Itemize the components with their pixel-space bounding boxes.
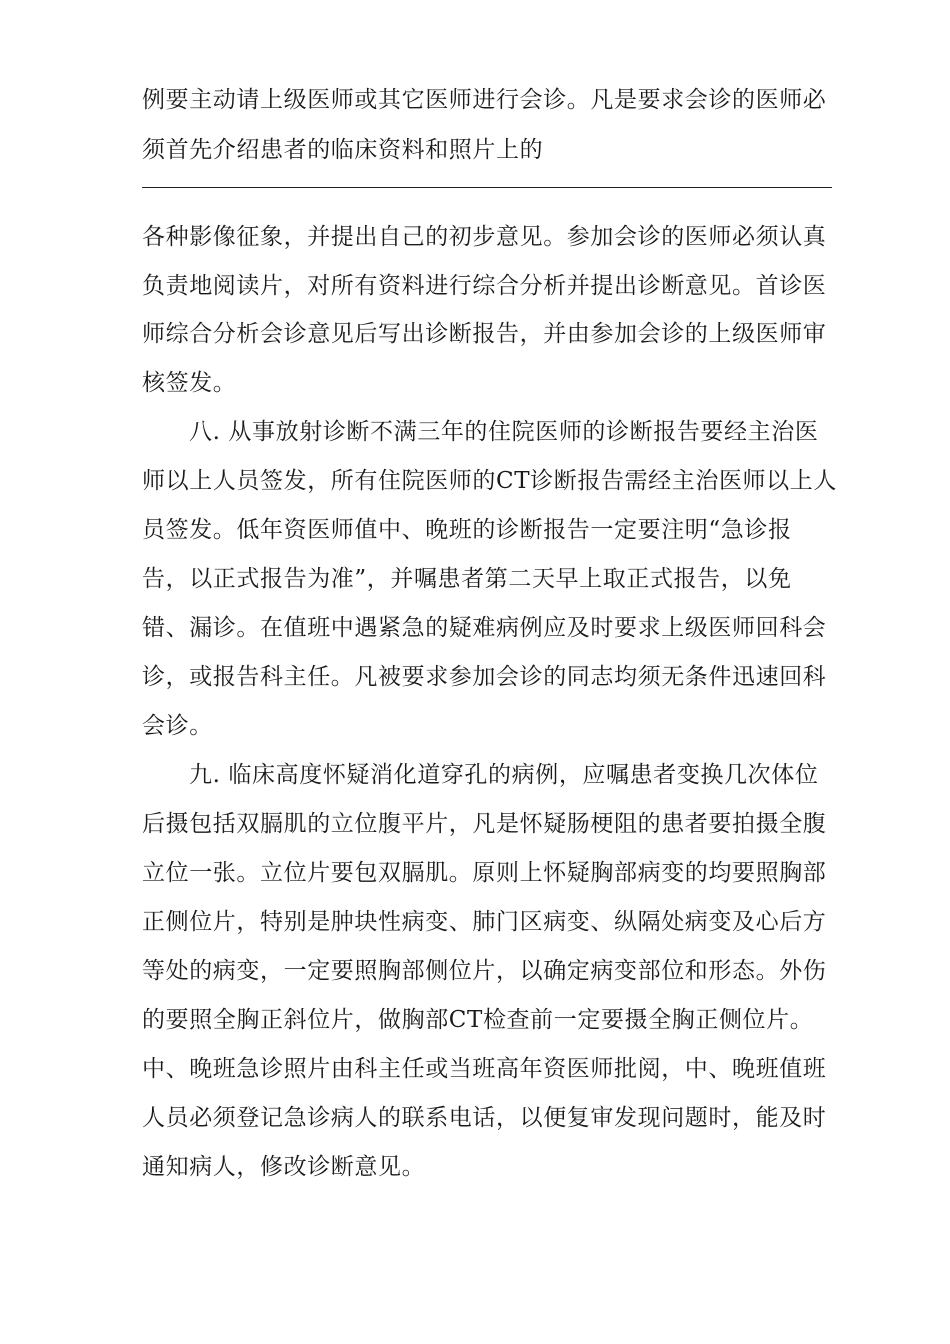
text-line: 会诊。 <box>142 713 213 739</box>
paragraph-nine-first-line: 九. 临床高度怀疑消化道穿孔的病例，应嘱患者变换几次体位 <box>189 762 819 788</box>
text-line: 诊，或报告科主任。凡被要求参加会诊的同志均须无条件迅速回科 <box>142 664 827 690</box>
text-line: 员签发。低年资医师值中、晚班的诊断报告一定要注明“急诊报 <box>142 517 792 543</box>
text-line: 须首先介绍患者的临床资料和照片上的 <box>142 137 544 163</box>
text-line: 各种影像征象，并提出自己的初步意见。参加会诊的医师必须认真 <box>142 224 827 250</box>
paragraph-eight-first-line: 八. 从事放射诊断不满三年的住院医师的诊断报告要经主治医 <box>189 419 819 445</box>
text-line: 错、漏诊。在值班中遇紧急的疑难病例应及时要求上级医师回科会 <box>142 615 827 641</box>
text-line: 通知病人，修改诊断意见。 <box>142 1154 426 1180</box>
text-line: 核签发。 <box>142 370 237 396</box>
text-line: 告，以正式报告为准”，并嘱患者第二天早上取正式报告，以免 <box>142 566 792 592</box>
text-line: 负责地阅读片，对所有资料进行综合分析并提出诊断意见。首诊医 <box>142 273 827 299</box>
text-line: 的要照全胸正斜位片，做胸部CT检查前一定要摄全胸正侧位片。 <box>142 1007 814 1033</box>
text-line: 中、晚班急诊照片由科主任或当班高年资医师批阅，中、晚班值班 <box>142 1056 827 1082</box>
text-line: 人员必须登记急诊病人的联系电话，以便复审发现问题时，能及时 <box>142 1105 827 1131</box>
text-line: 立位一张。立位片要包双膈肌。原则上怀疑胸部病变的均要照胸部 <box>142 860 827 886</box>
text-line: 等处的病变，一定要照胸部侧位片，以确定病变部位和形态。外伤 <box>142 958 827 984</box>
horizontal-divider <box>142 187 832 188</box>
text-line: 师以上人员签发，所有住院医师的CT诊断报告需经主治医师以上人 <box>142 468 837 494</box>
text-line: 正侧位片，特别是肿块性病变、肺门区病变、纵隔处病变及心后方 <box>142 909 827 935</box>
text-line: 后摄包括双膈肌的立位腹平片，凡是怀疑肠梗阻的患者要拍摄全腹 <box>142 811 827 837</box>
text-line: 例要主动请上级医师或其它医师进行会诊。凡是要求会诊的医师必 <box>142 87 827 113</box>
text-line: 师综合分析会诊意见后写出诊断报告，并由参加会诊的上级医师审 <box>142 321 827 347</box>
